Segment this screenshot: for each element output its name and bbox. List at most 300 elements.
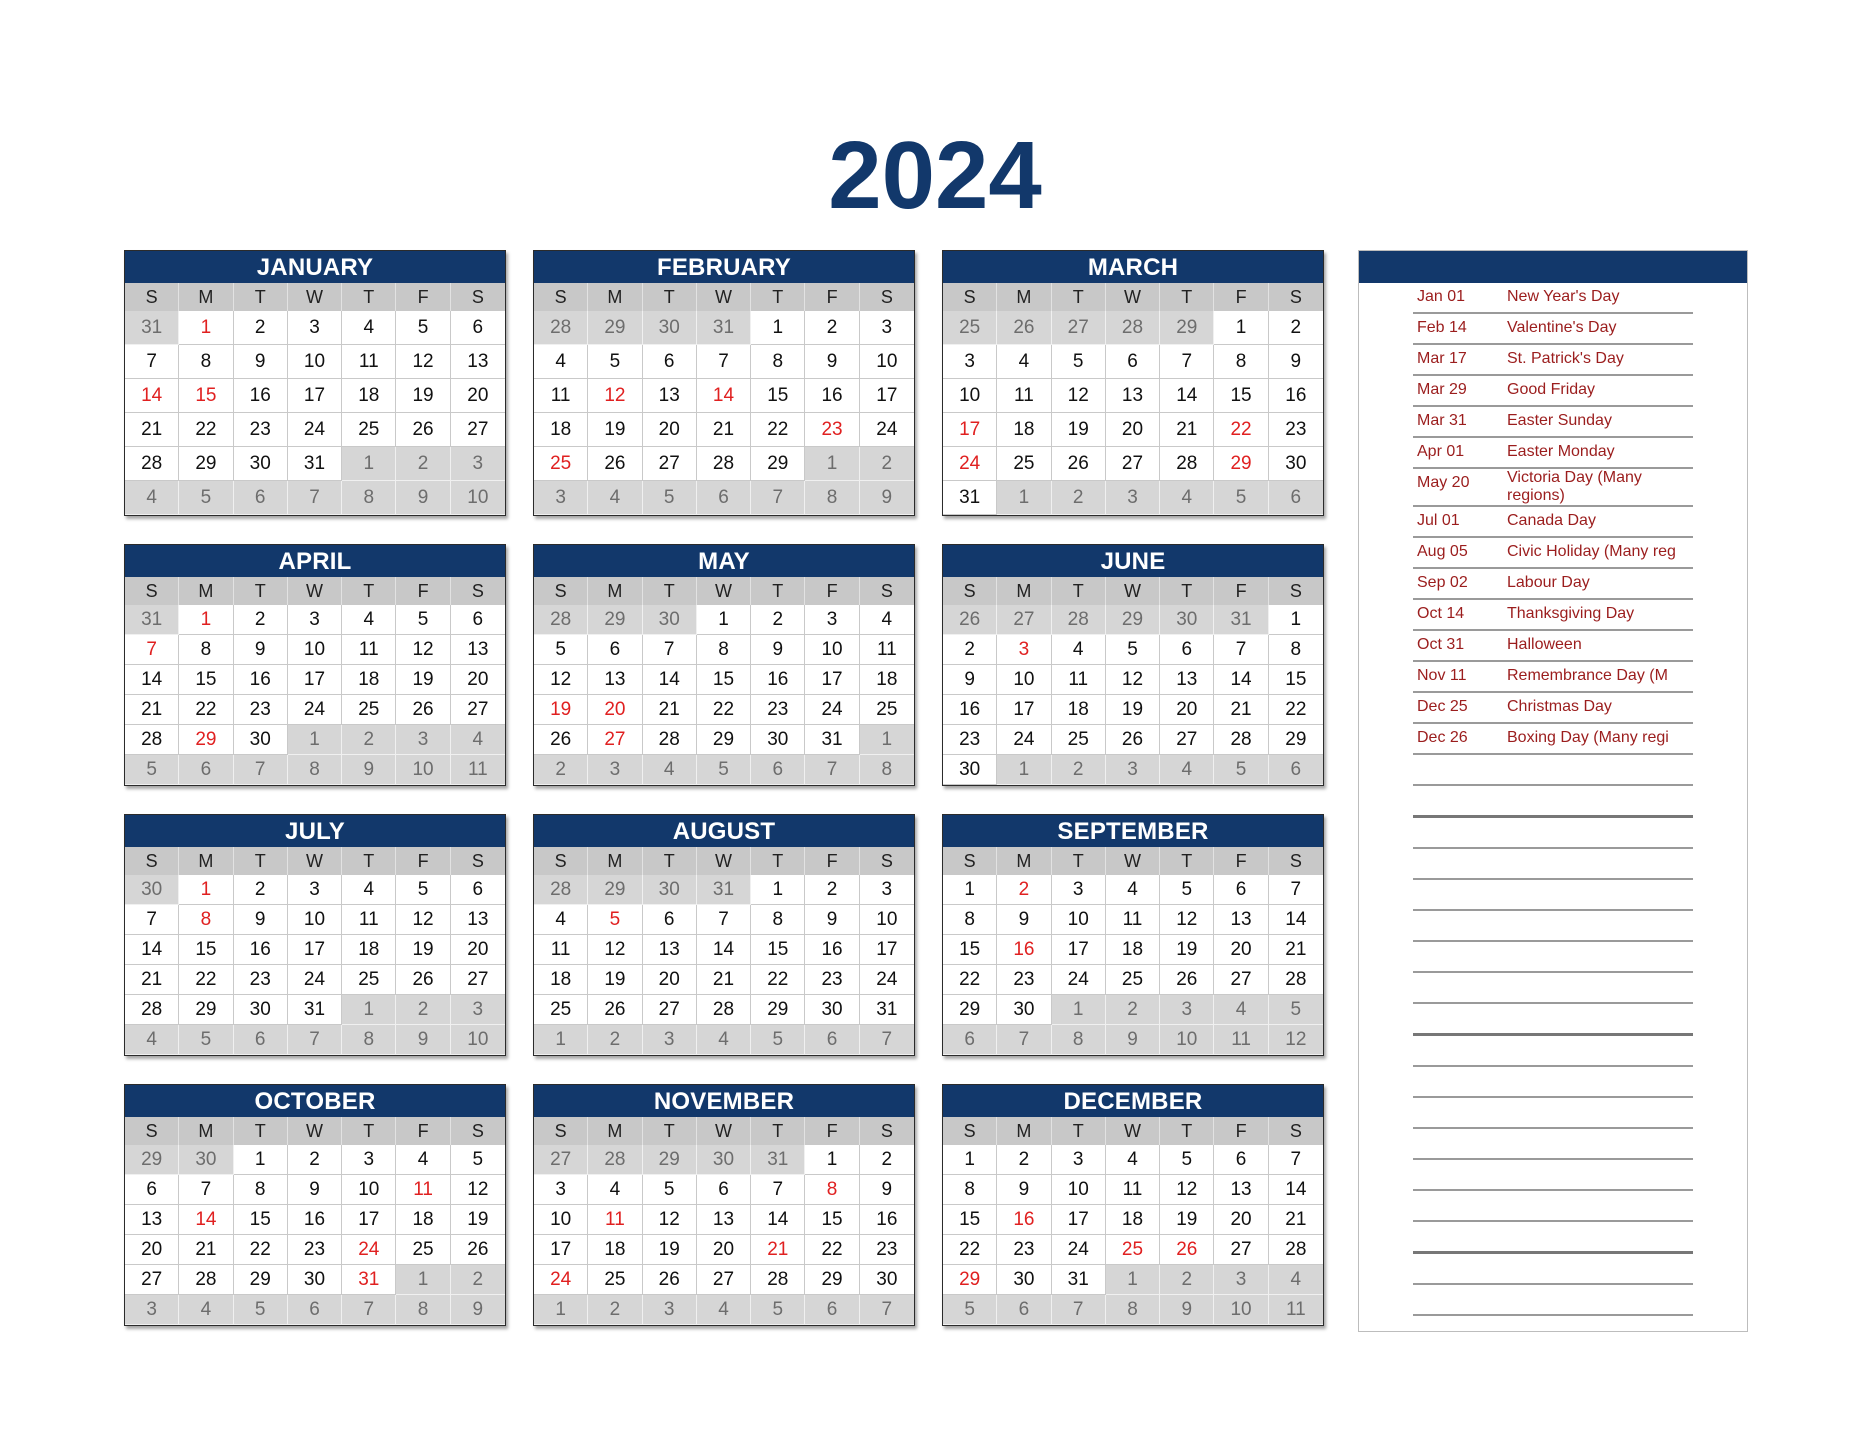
weekday-header: T — [1052, 1117, 1106, 1145]
day-cell: 20 — [643, 413, 697, 447]
day-cell: 26 — [588, 995, 642, 1025]
weekday-header: T — [643, 577, 697, 605]
weekday-header: S — [534, 847, 588, 875]
week-row — [125, 875, 505, 905]
holiday-date: Mar 31 — [1417, 412, 1467, 429]
week-row — [943, 905, 1323, 935]
day-cell: 27 — [1214, 1235, 1268, 1265]
day-cell: 15 — [751, 379, 805, 413]
day-cell-other-month: 2 — [534, 755, 588, 785]
week-row — [534, 1025, 914, 1055]
holiday-name: Easter Monday — [1507, 443, 1615, 460]
day-cell-other-month: 9 — [1160, 1295, 1214, 1325]
day-cell: 11 — [534, 379, 588, 413]
blank-note-line — [1413, 1160, 1693, 1191]
day-cell: 19 — [396, 379, 450, 413]
weekday-header: W — [697, 283, 751, 311]
day-cell: 5 — [396, 875, 450, 905]
holiday-row — [1413, 407, 1693, 438]
day-cell: 30 — [234, 725, 288, 755]
day-cell: 4 — [588, 1175, 642, 1205]
day-cell: 13 — [643, 379, 697, 413]
day-cell: 7 — [179, 1175, 233, 1205]
weekday-header: T — [1160, 1117, 1214, 1145]
day-cell: 14 — [1214, 665, 1268, 695]
day-cell-other-month: 4 — [697, 1295, 751, 1325]
weekday-header: M — [997, 283, 1051, 311]
day-cell: 12 — [396, 635, 450, 665]
week-row — [534, 1205, 914, 1235]
day-cell: 29 — [179, 447, 233, 481]
day-cell: 28 — [1269, 965, 1323, 995]
day-cell-other-month: 2 — [451, 1265, 505, 1295]
day-cell-other-month: 3 — [451, 995, 505, 1025]
day-cell: 14 — [1269, 1175, 1323, 1205]
week-row — [534, 345, 914, 379]
day-cell-other-month: 8 — [342, 481, 396, 515]
day-cell: 6 — [451, 605, 505, 635]
day-cell: 10 — [943, 379, 997, 413]
holiday-row — [1413, 724, 1693, 755]
day-cell: 10 — [534, 1205, 588, 1235]
day-cell: 2 — [288, 1145, 342, 1175]
day-cell: 14 — [125, 665, 179, 695]
day-cell: 2 — [1269, 311, 1323, 345]
day-cell: 6 — [125, 1175, 179, 1205]
day-cell: 31 — [860, 995, 914, 1025]
day-cell: 22 — [943, 1235, 997, 1265]
holiday-row — [1413, 631, 1693, 662]
day-cell-holiday: 1 — [179, 311, 233, 345]
week-row — [125, 1205, 505, 1235]
week-row — [534, 695, 914, 725]
day-cell-other-month: 30 — [125, 875, 179, 905]
blank-note-line — [1413, 786, 1693, 818]
weekday-header: W — [288, 847, 342, 875]
day-cell: 12 — [1106, 665, 1160, 695]
week-row — [943, 481, 1323, 515]
day-cell: 20 — [643, 965, 697, 995]
day-cell-other-month: 10 — [451, 481, 505, 515]
day-cell: 21 — [1214, 695, 1268, 725]
weekday-header: S — [880, 851, 893, 871]
day-cell: 19 — [588, 413, 642, 447]
day-cell-other-month: 7 — [860, 1295, 914, 1325]
month-august — [533, 814, 915, 1056]
day-cell-other-month: 6 — [805, 1025, 859, 1055]
day-cell: 11 — [342, 905, 396, 935]
day-cell-other-month: 29 — [588, 605, 642, 635]
day-cell: 22 — [943, 965, 997, 995]
day-cell: 28 — [1160, 447, 1214, 481]
weekday-header: W — [288, 577, 342, 605]
day-cell: 22 — [234, 1235, 288, 1265]
day-cell: 5 — [588, 345, 642, 379]
week-row — [943, 413, 1323, 447]
holiday-row — [1413, 662, 1693, 693]
weekday-header: S — [534, 577, 588, 605]
day-cell-other-month: 5 — [125, 755, 179, 785]
day-cell-other-month: 30 — [1160, 605, 1214, 635]
day-cell-other-month: 25 — [943, 311, 997, 345]
weekday-header: W — [288, 1117, 342, 1145]
blank-note-line — [1413, 942, 1693, 973]
day-cell-other-month: 29 — [125, 1145, 179, 1175]
day-cell: 26 — [396, 695, 450, 725]
week-row — [125, 1295, 505, 1325]
week-row — [125, 1175, 505, 1205]
day-cell: 21 — [179, 1235, 233, 1265]
day-cell: 10 — [1052, 905, 1106, 935]
day-cell-other-month: 29 — [588, 311, 642, 345]
weekday-header: M — [179, 283, 233, 311]
day-cell: 29 — [234, 1265, 288, 1295]
day-cell: 26 — [396, 965, 450, 995]
week-row — [125, 725, 505, 755]
day-cell-other-month: 28 — [534, 605, 588, 635]
holiday-name: Boxing Day (Many regi — [1507, 729, 1669, 746]
day-cell: 28 — [697, 447, 751, 481]
day-cell-other-month: 26 — [943, 605, 997, 635]
day-cell-other-month: 5 — [1214, 755, 1268, 785]
day-cell: 21 — [125, 695, 179, 725]
day-cell: 20 — [1214, 1205, 1268, 1235]
blank-note-line — [1413, 818, 1693, 849]
day-cell: 27 — [1106, 447, 1160, 481]
day-cell: 31 — [288, 447, 342, 481]
day-cell: 2 — [997, 1145, 1051, 1175]
month-may — [533, 544, 915, 786]
day-cell-other-month: 2 — [1160, 1265, 1214, 1295]
day-cell: 5 — [396, 311, 450, 345]
day-cell: 12 — [588, 935, 642, 965]
day-cell: 3 — [288, 875, 342, 905]
day-cell-holiday: 29 — [179, 725, 233, 755]
day-cell: 17 — [1052, 1205, 1106, 1235]
month-title: AUGUST — [534, 815, 914, 847]
day-cell: 9 — [751, 635, 805, 665]
day-cell: 18 — [1106, 1205, 1160, 1235]
day-cell-other-month: 8 — [288, 755, 342, 785]
day-cell: 15 — [179, 665, 233, 695]
day-cell-other-month: 7 — [288, 481, 342, 515]
day-cell-other-month: 1 — [997, 481, 1051, 515]
day-cell: 7 — [1269, 875, 1323, 905]
day-cell: 3 — [1052, 1145, 1106, 1175]
day-cell-holiday: 14 — [179, 1205, 233, 1235]
day-cell-other-month: 30 — [179, 1145, 233, 1175]
day-cell: 8 — [943, 1175, 997, 1205]
day-cell-holiday: 3 — [997, 635, 1051, 665]
day-cell: 16 — [1269, 379, 1323, 413]
weekday-header: S — [125, 283, 179, 311]
day-cell: 13 — [643, 935, 697, 965]
day-cell: 27 — [643, 447, 697, 481]
day-cell: 3 — [860, 875, 914, 905]
holiday-row — [1413, 693, 1693, 724]
day-cell-other-month: 3 — [643, 1025, 697, 1055]
day-cell: 27 — [451, 965, 505, 995]
day-cell: 7 — [697, 905, 751, 935]
month-title: DECEMBER — [943, 1085, 1323, 1117]
day-cell: 1 — [751, 311, 805, 345]
day-cell: 9 — [805, 345, 859, 379]
month-title: MARCH — [943, 251, 1323, 283]
day-cell-holiday: 8 — [805, 1175, 859, 1205]
weekday-header-row — [125, 847, 505, 875]
day-cell: 18 — [342, 379, 396, 413]
weekday-header: T — [342, 1117, 396, 1145]
holiday-name: Good Friday — [1507, 381, 1596, 398]
day-cell: 1 — [1214, 311, 1268, 345]
holiday-date: Mar 29 — [1417, 381, 1467, 398]
holiday-name: Valentine's Day — [1507, 319, 1617, 336]
weekday-header: S — [1289, 851, 1302, 871]
month-title: MAY — [534, 545, 914, 577]
day-cell: 11 — [342, 345, 396, 379]
day-cell: 5 — [1160, 1145, 1214, 1175]
day-cell: 8 — [179, 635, 233, 665]
day-cell: 24 — [860, 413, 914, 447]
day-cell: 26 — [643, 1265, 697, 1295]
holiday-date: Feb 14 — [1417, 319, 1467, 336]
day-cell: 12 — [396, 905, 450, 935]
day-cell-holiday: 11 — [588, 1205, 642, 1235]
week-row — [534, 1295, 914, 1325]
month-title: APRIL — [125, 545, 505, 577]
week-row — [943, 1205, 1323, 1235]
day-cell: 10 — [997, 665, 1051, 695]
week-row — [943, 1235, 1323, 1265]
weekday-header: S — [880, 1121, 893, 1141]
day-cell: 8 — [179, 345, 233, 379]
day-cell: 15 — [1214, 379, 1268, 413]
holiday-date: Oct 14 — [1417, 605, 1465, 622]
day-cell-holiday: 25 — [1106, 1235, 1160, 1265]
week-row — [125, 605, 505, 635]
day-cell: 8 — [1269, 635, 1323, 665]
day-cell: 9 — [234, 905, 288, 935]
weekday-header: F — [396, 577, 450, 605]
day-cell-other-month: 6 — [234, 1025, 288, 1055]
day-cell-other-month: 9 — [451, 1295, 505, 1325]
day-cell: 4 — [342, 875, 396, 905]
day-cell-holiday: 14 — [697, 379, 751, 413]
day-cell: 27 — [125, 1265, 179, 1295]
day-cell-other-month: 9 — [342, 755, 396, 785]
week-row — [943, 875, 1323, 905]
weekday-header: S — [943, 847, 997, 875]
day-cell: 8 — [751, 345, 805, 379]
day-cell: 17 — [997, 695, 1051, 725]
holiday-name: St. Patrick's Day — [1507, 350, 1624, 367]
day-cell-other-month: 1 — [805, 447, 859, 481]
day-cell: 15 — [179, 935, 233, 965]
day-cell: 25 — [860, 695, 914, 725]
day-cell: 21 — [697, 413, 751, 447]
day-cell: 11 — [1106, 1175, 1160, 1205]
day-cell-other-month: 31 — [697, 875, 751, 905]
day-cell: 20 — [1106, 413, 1160, 447]
day-cell: 12 — [1160, 1175, 1214, 1205]
day-cell-other-month: 6 — [997, 1295, 1051, 1325]
weekday-header-row — [125, 577, 505, 605]
day-cell-other-month: 2 — [396, 447, 450, 481]
weekday-header: S — [1289, 287, 1302, 307]
week-row — [125, 1265, 505, 1295]
day-cell: 28 — [179, 1265, 233, 1295]
day-cell: 4 — [860, 605, 914, 635]
holiday-name: Labour Day — [1507, 574, 1590, 591]
week-row — [534, 965, 914, 995]
day-cell: 3 — [1052, 875, 1106, 905]
day-cell: 26 — [1106, 725, 1160, 755]
day-cell: 16 — [751, 665, 805, 695]
day-cell-other-month: 6 — [1269, 481, 1323, 515]
day-cell: 24 — [288, 965, 342, 995]
day-cell: 4 — [534, 345, 588, 379]
day-cell-other-month: 30 — [643, 311, 697, 345]
day-cell-other-month: 2 — [588, 1025, 642, 1055]
day-cell-holiday: 16 — [997, 935, 1051, 965]
day-cell: 6 — [1214, 875, 1268, 905]
day-cell-other-month: 7 — [860, 1025, 914, 1055]
day-cell: 16 — [288, 1205, 342, 1235]
day-cell: 25 — [342, 965, 396, 995]
weekday-header-row — [534, 283, 914, 311]
day-cell: 15 — [697, 665, 751, 695]
day-cell-other-month: 4 — [451, 725, 505, 755]
day-cell: 4 — [1052, 635, 1106, 665]
day-cell-holiday: 31 — [342, 1265, 396, 1295]
day-cell: 4 — [342, 311, 396, 345]
day-cell: 28 — [1269, 1235, 1323, 1265]
day-cell-other-month: 7 — [288, 1025, 342, 1055]
weekday-header: S — [880, 287, 893, 307]
holiday-name: Thanksgiving Day — [1507, 605, 1635, 622]
day-cell-other-month: 9 — [396, 481, 450, 515]
day-cell-other-month: 6 — [805, 1295, 859, 1325]
day-cell: 22 — [179, 965, 233, 995]
weekday-header-row — [943, 283, 1323, 311]
weekday-header: W — [697, 1117, 751, 1145]
day-cell: 25 — [1052, 725, 1106, 755]
day-cell: 23 — [288, 1235, 342, 1265]
day-cell-other-month: 11 — [451, 755, 505, 785]
day-cell: 6 — [1160, 635, 1214, 665]
weekday-header: S — [125, 577, 179, 605]
day-cell-other-month: 5 — [697, 755, 751, 785]
day-cell-other-month: 8 — [860, 755, 914, 785]
weekday-header: S — [471, 287, 484, 307]
day-cell: 12 — [1160, 905, 1214, 935]
day-cell-holiday: 22 — [1214, 413, 1268, 447]
week-row — [534, 447, 914, 481]
day-cell: 5 — [643, 1175, 697, 1205]
day-cell: 5 — [1052, 345, 1106, 379]
weekday-header: T — [643, 283, 697, 311]
day-cell: 10 — [1052, 1175, 1106, 1205]
weekday-header: S — [1289, 581, 1302, 601]
day-cell: 25 — [534, 995, 588, 1025]
day-cell-other-month: 8 — [1052, 1025, 1106, 1055]
day-cell: 25 — [997, 447, 1051, 481]
day-cell: 9 — [943, 665, 997, 695]
weekday-header: M — [997, 847, 1051, 875]
month-december — [942, 1084, 1324, 1326]
week-row — [534, 311, 914, 345]
day-cell: 7 — [1269, 1145, 1323, 1175]
day-cell: 23 — [943, 725, 997, 755]
day-cell-other-month: 5 — [1214, 481, 1268, 515]
day-cell: 8 — [943, 905, 997, 935]
day-cell-other-month: 7 — [234, 755, 288, 785]
day-cell-other-month: 4 — [1269, 1265, 1323, 1295]
day-cell-other-month: 31 — [125, 605, 179, 635]
day-cell: 8 — [1214, 345, 1268, 379]
month-march — [942, 250, 1324, 516]
day-cell-other-month: 3 — [1106, 755, 1160, 785]
day-cell: 19 — [1106, 695, 1160, 725]
day-cell-other-month: 4 — [1160, 755, 1214, 785]
holiday-date: Aug 05 — [1417, 543, 1468, 560]
day-cell: 20 — [125, 1235, 179, 1265]
weekday-header: F — [396, 847, 450, 875]
day-cell: 26 — [534, 725, 588, 755]
day-cell: 4 — [396, 1145, 450, 1175]
day-cell-other-month: 28 — [534, 311, 588, 345]
day-cell: 1 — [234, 1145, 288, 1175]
day-cell-other-month: 27 — [534, 1145, 588, 1175]
day-cell-other-month: 6 — [234, 481, 288, 515]
day-cell: 17 — [342, 1205, 396, 1235]
day-cell: 19 — [1052, 413, 1106, 447]
day-cell: 9 — [860, 1175, 914, 1205]
day-cell: 23 — [234, 965, 288, 995]
day-cell-other-month: 10 — [451, 1025, 505, 1055]
blank-note-line — [1413, 1222, 1693, 1254]
day-cell: 17 — [805, 665, 859, 695]
day-cell: 21 — [125, 965, 179, 995]
day-cell: 16 — [943, 695, 997, 725]
day-cell: 10 — [288, 635, 342, 665]
week-row — [125, 965, 505, 995]
month-april — [124, 544, 506, 786]
week-row — [943, 725, 1323, 755]
day-cell: 13 — [1160, 665, 1214, 695]
day-cell: 27 — [697, 1265, 751, 1295]
day-cell-other-month: 7 — [1052, 1295, 1106, 1325]
weekday-header: T — [1160, 283, 1214, 311]
month-february — [533, 250, 915, 516]
day-cell-holiday: 2 — [997, 875, 1051, 905]
day-cell: 10 — [860, 905, 914, 935]
day-cell-holiday: 15 — [179, 379, 233, 413]
day-cell: 22 — [751, 965, 805, 995]
day-cell-other-month: 10 — [1160, 1025, 1214, 1055]
weekday-header: T — [751, 577, 805, 605]
weekday-header: T — [751, 1117, 805, 1145]
day-cell: 22 — [805, 1235, 859, 1265]
day-cell-other-month: 6 — [943, 1025, 997, 1055]
day-cell-other-month: 29 — [643, 1145, 697, 1175]
day-cell: 28 — [751, 1265, 805, 1295]
holiday-row — [1413, 469, 1693, 507]
day-cell: 5 — [1106, 635, 1160, 665]
day-cell-other-month: 31 — [697, 311, 751, 345]
month-january — [124, 250, 506, 516]
week-row — [534, 605, 914, 635]
